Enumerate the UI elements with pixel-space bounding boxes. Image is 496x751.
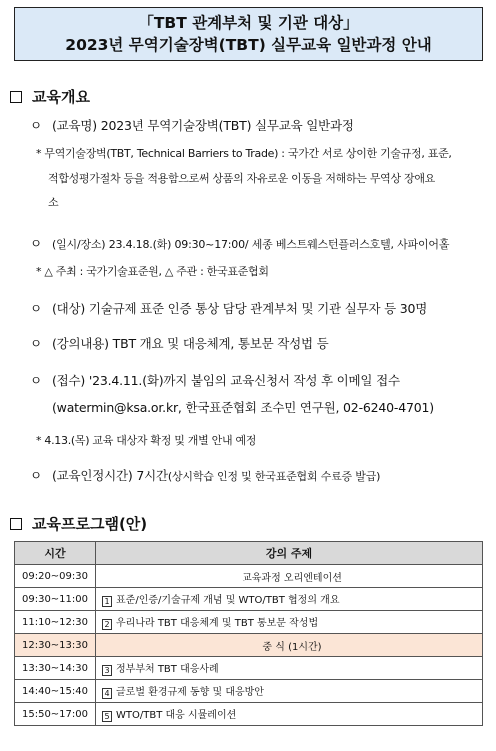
row-time: 12:30~13:30: [15, 634, 96, 657]
overview-item-datetime: [30, 234, 449, 252]
table-row: [15, 611, 483, 634]
overview-name-text: (교육명) 2023년 무역기술장벽(TBT) 실무교육 일반과정: [52, 118, 354, 133]
row-time: 14:40~15:40: [15, 680, 96, 703]
title-line-1: 「TBT 관계부처 및 기관 대상」: [138, 14, 359, 32]
session-number-badge: 4: [102, 688, 112, 699]
row-topic: 교육과정 오리엔테이션: [96, 565, 483, 588]
overview-hours-sub-text: (상시학습 인정 및 한국표준협회 수료증 발급): [167, 470, 381, 483]
overview-apply-contact: (watermin@ksa.or.kr, 한국표준협회 조수민 연구원, 02-6240-4701): [52, 400, 434, 415]
row-topic: 우리나라 TBT 대응체계 및 TBT 통보문 작성법: [116, 618, 319, 629]
circle-bullet-icon: ㅇ: [30, 118, 42, 133]
row-topic: WTO/TBT 대응 시뮬레이션: [116, 710, 237, 721]
session-number-badge: 2: [102, 619, 112, 630]
row-time: 15:50~17:00: [15, 703, 96, 726]
circle-bullet-icon: ㅇ: [30, 336, 42, 351]
section-heading-overview-label: 교육개요: [32, 88, 90, 106]
program-table-header-row: [15, 542, 483, 565]
overview-hours-text: (교육인정시간) 7시간: [52, 468, 168, 483]
program-table: [14, 541, 483, 726]
row-topic: 표준/인증/기술규제 개념 및 WTO/TBT 협정의 개요: [116, 595, 340, 606]
host-organizer-note: * △ 주최 : 국가기술표준원, △ 주관 : 한국표준협회: [36, 265, 269, 278]
session-number-badge: 5: [102, 711, 112, 722]
circle-bullet-icon: ㅇ: [30, 236, 42, 251]
table-row: [15, 588, 483, 611]
overview-apply-text: (접수) '23.4.11.(화)까지 붙임의 교육신청서 작성 후 이메일 접수: [52, 373, 400, 388]
square-bullet-icon: [10, 518, 22, 530]
session-number-badge: 1: [102, 596, 112, 607]
row-topic-cell: [96, 680, 483, 703]
row-topic: 중 식 (1시간): [96, 634, 483, 657]
section-heading-overview: [10, 86, 90, 107]
row-time: 11:10~12:30: [15, 611, 96, 634]
table-row: [15, 657, 483, 680]
overview-item-target: [30, 299, 427, 317]
document-title-box: [14, 7, 483, 61]
overview-target-text: (대상) 기술규제 표준 인증 통상 담당 관계부처 및 기관 실무자 등 30명: [52, 301, 428, 316]
overview-content-text: (강의내용) TBT 개요 및 대응체계, 통보문 작성법 등: [52, 336, 329, 351]
title-line-2: 2023년 무역기술장벽(TBT) 실무교육 일반과정 안내: [65, 36, 432, 54]
row-topic: 정부부처 TBT 대응사례: [116, 664, 219, 675]
header-topic: 강의 주제: [96, 542, 483, 565]
row-topic-cell: [96, 611, 483, 634]
row-topic-cell: [96, 588, 483, 611]
table-row: [15, 565, 483, 588]
apply-confirm-note: * 4.13.(목) 교육 대상자 확정 및 개별 안내 예정: [36, 434, 257, 447]
circle-bullet-icon: ㅇ: [30, 301, 42, 316]
header-time: 시간: [15, 542, 96, 565]
row-time: 09:20~09:30: [15, 565, 96, 588]
circle-bullet-icon: ㅇ: [30, 373, 42, 388]
overview-datetime-text: (일시/장소) 23.4.18.(화) 09:30~17:00/ 세종 베스트웨스턴플러스호텔, 사파이어홀: [52, 238, 450, 251]
row-topic-cell: [96, 657, 483, 680]
overview-item-name: [30, 116, 354, 134]
square-bullet-icon: [10, 91, 22, 103]
tbt-definition-note-line-1: * 무역기술장벽(TBT, Technical Barriers to Trade) : 국가간 서로 상이한 기술규정, 표준,: [36, 147, 452, 160]
overview-item-apply: [30, 371, 400, 389]
row-time: 09:30~11:00: [15, 588, 96, 611]
table-row: [15, 680, 483, 703]
section-heading-program: [10, 513, 147, 534]
overview-item-hours: [30, 466, 380, 484]
row-time: 13:30~14:30: [15, 657, 96, 680]
overview-item-content: [30, 334, 329, 352]
tbt-definition-note-line-3: 소: [48, 196, 59, 209]
circle-bullet-icon: ㅇ: [30, 468, 42, 483]
tbt-definition-note-line-2: 적합성평가절차 등을 적용함으로써 상품의 자유로운 이동을 저해하는 무역상 장애요: [48, 172, 435, 185]
row-topic-cell: [96, 703, 483, 726]
table-row: [15, 703, 483, 726]
session-number-badge: 3: [102, 665, 112, 676]
section-heading-program-label: 교육프로그램(안): [32, 515, 148, 533]
row-topic: 글로벌 환경규제 동향 및 대응방안: [116, 687, 264, 698]
table-row-lunch: [15, 634, 483, 657]
